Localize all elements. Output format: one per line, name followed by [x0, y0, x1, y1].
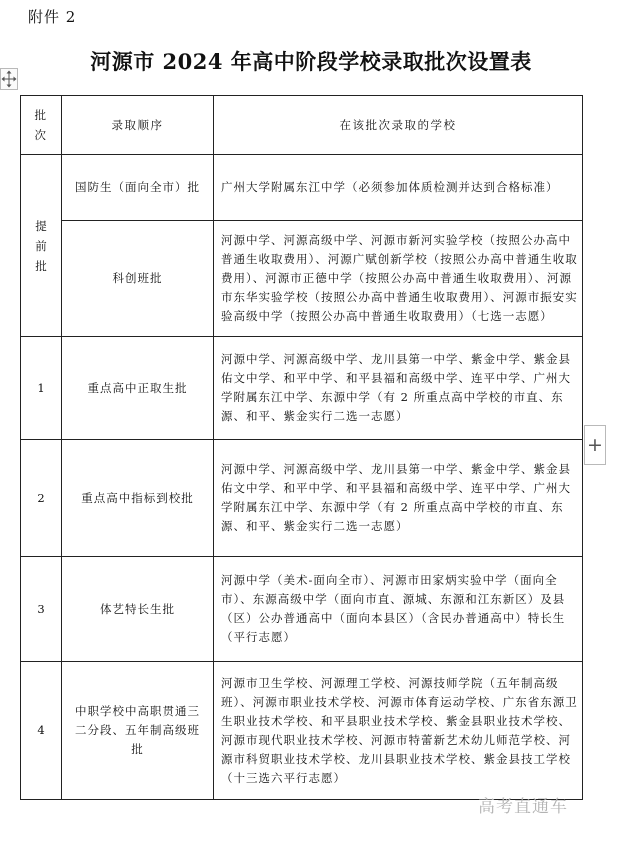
order-cell: [62, 557, 214, 662]
batch-cell-early: [21, 155, 62, 337]
batch-cell: 2: [21, 440, 62, 557]
order-cell: [62, 662, 214, 800]
header-order-cell: [62, 96, 214, 155]
table-row: [21, 337, 583, 440]
schools-cell: 河源中学、河源高级中学、龙川县第一中学、紫金中学、紫金县佑文中学、和平中学、和平县福和高级中学、连平中学、广州大学附属东江中学、东源中学（有 2 所重点高中学校的市直、东源、和平、紫金实行二选一志愿）: [214, 440, 583, 557]
batch-early-label: 提前批: [35, 218, 47, 273]
batch-table: [20, 95, 583, 800]
schools-cell: 河源中学、河源高级中学、龙川县第一中学、紫金中学、紫金县佑文中学、和平中学、和平县福和高级中学、连平中学、广州大学附属东江中学、东源中学（有 2 所重点高中学校的市直、东源、和平、紫金实行二选一志愿）: [214, 337, 583, 440]
order-label: 国防生（面向全市）批: [75, 180, 200, 194]
order-label: 重点高中正取生批: [87, 380, 188, 395]
header-order: 录取顺序: [111, 117, 164, 132]
header-schools-cell: [214, 96, 583, 155]
schools-cell: 河源中学（美术-面向全市）、河源市田家炳实验中学（面向全市）、东源高级中学（面向市直、源城、东源和江东新区）及县（区）公办普通高中（面向本县区）（含民办普通高中）特长生（平行志愿）: [214, 557, 583, 662]
order-label: 科创班批: [112, 271, 163, 285]
table-row: [21, 221, 583, 337]
header-schools: 在该批次录取的学校: [339, 117, 457, 132]
batch-cell: 1: [21, 337, 62, 440]
table-row: [21, 557, 583, 662]
watermark: 高考直通车: [478, 797, 568, 817]
order-cell: [62, 155, 214, 221]
schools-cell: 河源市卫生学校、河源理工学校、河源技师学院（五年制高级班）、河源市职业技术学校、河源市体育运动学校、广东省东源卫生职业技术学校、和平县职业技术学校、紫金县职业技术学校、河源市现代职业技术学校、河源市特蕾新艺术幼儿师范学校、河源市科贸职业技术学校、龙川县职业技术学校、紫金县技工学校（十三选六平行志愿）: [214, 662, 583, 800]
order-label: 体艺特长生批: [100, 601, 175, 616]
table-move-handle[interactable]: [0, 68, 18, 90]
order-label: 重点高中指标到校批: [81, 490, 194, 505]
plus-icon: +: [587, 434, 603, 456]
batch-cell: 3: [21, 557, 62, 662]
order-cell: [62, 221, 214, 337]
schools-cell: 广州大学附属东江中学（必须参加体质检测并达到合格标准）: [214, 155, 583, 221]
table-row: [21, 440, 583, 557]
table-row: [21, 155, 583, 221]
header-batch-cell: [21, 96, 62, 155]
schools-cell: 河源中学、河源高级中学、河源市新河实验学校（按照公办高中普通生收取费用）、河源广赋创新学校（按照公办高中普通生收取费用）、河源市正德中学（按照公办高中普通生收取费用）、河源市东华实验学校（按照公办高中普通生收取费用）、河源市振安实验高级中学（按照公办高中普通生收取费用）（七选一志愿）: [214, 221, 583, 337]
page-title: 河源市 2024 年高中阶段学校录取批次设置表: [90, 49, 532, 74]
attachment-label: 附件 2: [28, 8, 77, 26]
order-cell: [62, 337, 214, 440]
add-row-button[interactable]: [584, 425, 606, 465]
order-cell: [62, 440, 214, 557]
table-row: [21, 662, 583, 800]
order-label: 中职学校中高职贯通三二分段、五年制高级班批: [75, 704, 200, 756]
header-batch: 批次: [34, 108, 48, 142]
batch-cell: 4: [21, 662, 62, 800]
move-arrows-icon: [1, 69, 17, 89]
table-header-row: [21, 96, 583, 155]
